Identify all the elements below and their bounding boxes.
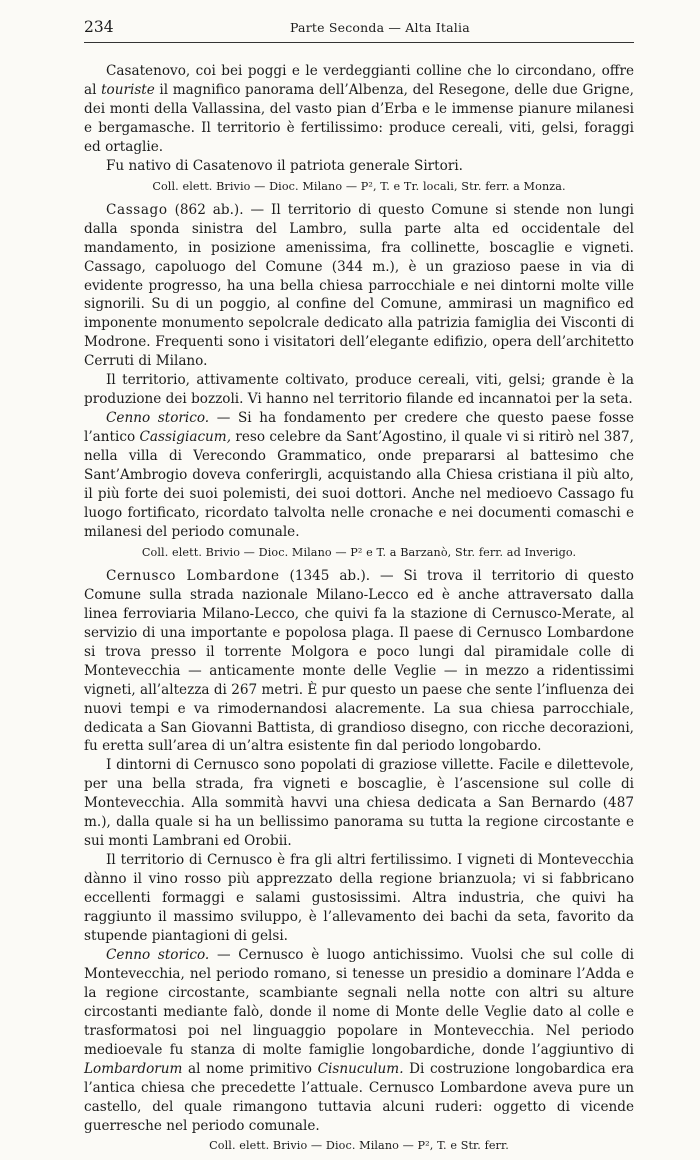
casatenovo-paragraph-2: Fu nativo di Casatenovo il patriota generale Sirtori. (106, 157, 463, 174)
cassago-paragraph-1: Cassago (862 ab.). — Il territorio di questo Comune si stende non lungi dalla sponda sinistra del Lambro, sulla parte alta ed occidentale del mandamento, in posizione amenissima, fra collinette, boscaglie e vigneti. Cassago, capoluogo del Comune (344 m.), è un grazioso paese in via di evidente progresso, ha una bella chiesa parrocchiale e nei dintorni molte ville signorili. Su di un poggio, al confine del Comune, ammirasi un magnifico ed imponente monumento sepolcrale dedicato alla patrizia famiglia dei Visconti di Modrone. Frequenti sono i visitatori dell’elegante edifizio, opera dell’architetto Cerruti di Milano. (84, 201, 634, 370)
casatenovo-collegio-line: Coll. elett. Brivio — Dioc. Milano — P², T. e Tr. locali, Str. ferr. a Monza. (152, 179, 566, 193)
cassago-collegio-line: Coll. elett. Brivio — Dioc. Milano — P² e T. a Barzanò, Str. ferr. ad Inverigo. (141, 545, 577, 559)
page-number: 234 (84, 18, 114, 36)
page-header (84, 18, 634, 38)
cernusco-paragraph-2: I dintorni di Cernusco sono popolati di graziose villette. Facile e dilettevole, per una bella strada, fra vigneti e boscaglie, è l’ascensione sul colle di Montevecchia. Alla sommità havvi una chiesa dedicata a San Bernardo (487 m.), dalla quale si ha un bellissimo panorama su tutta la regione circostante e sui monti Lambrani ed Orobii. (84, 757, 634, 850)
cernusco-paragraph-3: Il territorio di Cernusco è fra gli altri fertilissimo. I vigneti di Montevecchia dànno il vino rosso più apprezzato della regione brianzuola; vi si fabbricano eccellenti formaggi e salami gustosissimi. Altra industria, che quivi ha raggiunto il massimo sviluppo, è l’allevamento dei bachi da seta, favorito da stupende piantagioni di gelsi. (84, 852, 634, 944)
cernusco-collegio-line: Coll. elett. Brivio — Dioc. Milano — P², T. e Str. ferr. (209, 1139, 509, 1153)
cernusco-entry-name: Cernusco Lombardone (106, 567, 280, 584)
cassago-paragraph-3: Cenno storico. — Si ha fondamento per credere che questo paese fosse l’antico Cassigiacum, reso celebre da Sant’Agostino, il quale vi si ritirò nel 387, nella villa di Verecondo Grammatico, onde prepararsi al battesimo che Sant’Ambrogio doveva conferirgli, acquistando alla Chiesa cristiana il più alto, il più forte dei suoi polemisti, dei suoi dottori. Anche nel medioevo Cassago fu luogo fortificato, ricordato talvolta nelle cronache e nei documenti comaschi e milanesi del periodo comunale. (84, 410, 634, 540)
cernusco-paragraph-4: Cenno storico. — Cernusco è luogo antichissimo. Vuolsi che sul colle di Montevecchia, nel periodo romano, si tenesse un presidio a dominare l’Adda e la regione circostante, scambiante segnali nella notte con altri su alture circostanti mediante falò, donde il nome di Monte delle Veglie dato al colle e trasformatosi poi nel linguaggio popolare in Montevecchia. Nel periodo medioevale fu stanza di molte famiglie longobardiche, donde l’aggiuntivo di Lombardorum al nome primitivo Cisnuculum. Di costruzione longobardica era l’antica chiesa che precedette l’attuale. Cernusco Lombardone aveva pure un castello, del quale rimangono tuttavia alcuni ruderi: oggetto di vicende guerresche nel periodo comunale. (84, 946, 634, 1134)
cassago-entry-name: Cassago (106, 201, 168, 218)
header-rule (84, 42, 634, 43)
cernusco-paragraph-1: Cernusco Lombardone (1345 ab.). — Si trova il territorio di questo Comune sulla strada nazionale Milano-Lecco ed è anche attraversato dalla linea ferroviaria Milano-Lecco, che quivi fa la stazione di Cernusco-Merate, al servizio di una importante e popolosa plaga. Il paese di Cernusco Lombardone si trova presso il torrente Molgora e poco lungi dal piramidale colle di Montevecchia — anticamente monte delle Veglie — in mezzo a ridentissimi vigneti, all’altezza di 267 metri. È pur questo un paese che sente l’influenza dei nuovi tempi e va rimodernandosi alacremente. La sua chiesa parrocchiale, dedicata a San Giovanni Battista, di grandioso disegno, con ricche decorazioni, fu eretta sull’area di un’altra esistente fin dal periodo longobardo. (84, 567, 634, 755)
running-title: Parte Seconda — Alta Italia (290, 20, 470, 35)
page-body (84, 62, 634, 1160)
cassago-paragraph-2: Il territorio, attivamente coltivato, produce cereali, viti, gelsi; grande è la produzione dei bozzoli. Vi hanno nel territorio filande ed incannatoi per la seta. (84, 372, 634, 408)
casatenovo-paragraph-1: Casatenovo, coi bei poggi e le verdeggianti colline che lo circondano, offre al touriste il magnifico panorama dell’Albenza, del Resegone, delle due Grigne, dei monti della Vallassina, del vasto pian d’Erba e le immense pianure milanesi e bergamasche. Il territorio è fertilissimo: produce cereali, viti, gelsi, foraggi ed ortaglie. (84, 63, 634, 155)
